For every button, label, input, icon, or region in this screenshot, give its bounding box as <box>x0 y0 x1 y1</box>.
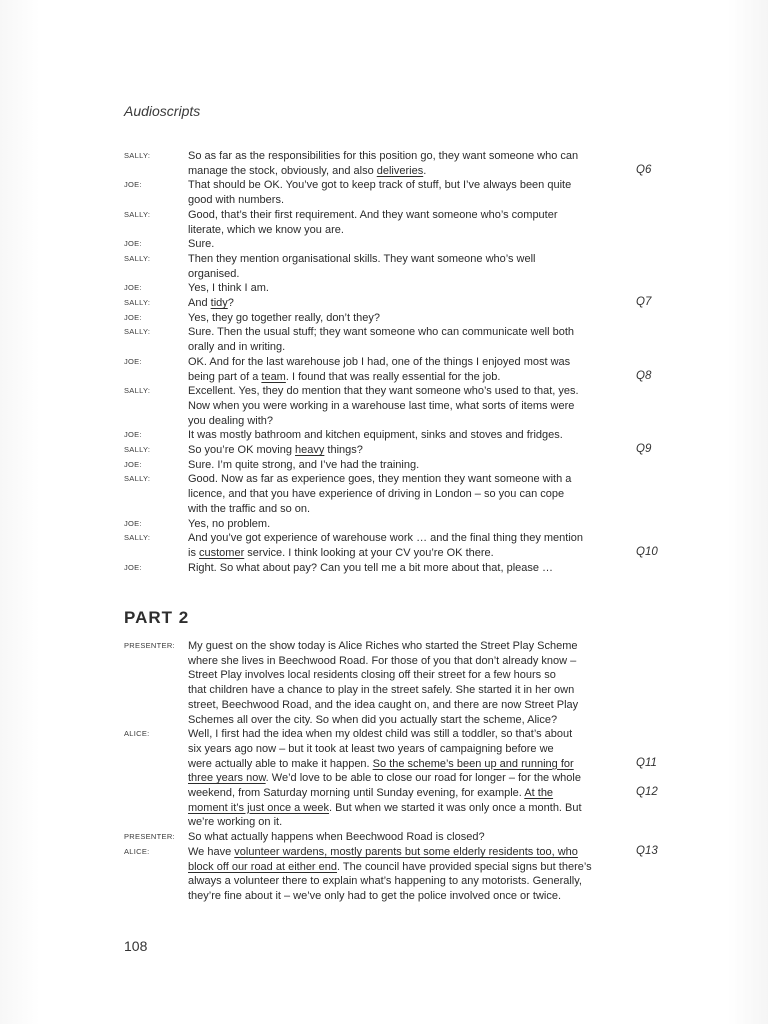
line-text <box>188 845 578 860</box>
line-text <box>188 889 561 904</box>
script-line <box>0 830 768 845</box>
script-line <box>0 252 768 267</box>
speaker-label: JOE: <box>124 312 142 322</box>
text-segment: Schemes all over the city. So when did you actually start the scheme, Alice? <box>188 713 558 726</box>
script-line <box>0 531 768 546</box>
line-text <box>188 414 273 429</box>
text-segment: That should be OK. You’ve got to keep track of stuff, but I’ve always been quite <box>188 179 572 192</box>
line-text <box>188 546 494 561</box>
text-segment: were actually able to make it happen. <box>188 757 373 770</box>
script-line <box>0 472 768 487</box>
speaker-label: ALICE: <box>124 846 150 856</box>
underlined-answer: So the scheme’s been up and running for <box>372 757 574 770</box>
text-segment: Sure. <box>188 238 215 251</box>
text-segment: weekend, from Saturday morning until Sunday evening, for example. <box>188 787 525 799</box>
line-text <box>188 149 578 164</box>
text-segment: with the traffic and so on. <box>188 502 311 515</box>
text-segment: organised. <box>188 267 240 280</box>
line-text <box>188 252 536 267</box>
script-line <box>0 399 768 414</box>
script-line <box>0 164 768 179</box>
line-text <box>188 399 574 414</box>
line-text <box>188 487 564 502</box>
underlined-answer: At the <box>524 787 554 799</box>
script-line <box>0 502 768 517</box>
text-segment: you dealing with? <box>188 414 274 427</box>
page-number: 108 <box>124 938 148 954</box>
text-segment: we’re working on it. <box>188 816 283 829</box>
line-text <box>188 237 214 252</box>
line-text <box>188 223 344 238</box>
question-marker: Q10 <box>636 545 658 558</box>
script-line <box>0 742 768 757</box>
script-line <box>0 458 768 473</box>
line-text <box>188 698 578 713</box>
line-text <box>188 193 284 208</box>
line-text <box>188 267 239 282</box>
script-line <box>0 517 768 532</box>
script-line <box>0 786 768 801</box>
text-segment: So as far as the responsibilities for this position go, they want someone who can <box>188 150 579 162</box>
line-text <box>188 815 282 830</box>
text-segment: Yes, I think I am. <box>188 282 269 295</box>
line-text <box>188 208 558 223</box>
line-text <box>188 874 582 889</box>
script-line <box>0 193 768 208</box>
underlined-answer: team <box>261 370 286 383</box>
text-segment: Street Play involves local residents closing off their street for a few hours so <box>188 669 556 682</box>
line-text <box>188 801 582 816</box>
script-line <box>0 208 768 223</box>
text-segment: orally and in writing. <box>188 341 286 354</box>
script-line <box>0 683 768 698</box>
script-line <box>0 414 768 429</box>
text-segment: service. I think looking at your CV you’re OK there. <box>244 546 494 559</box>
speaker-label: SALLY: <box>124 253 151 263</box>
text-segment: literate, which we know you are. <box>188 223 344 236</box>
text-segment: My guest on the show today is Alice Riches who started the Street Play Scheme <box>188 640 578 652</box>
text-segment: Now when you were working in a warehouse last time, what sorts of items were <box>188 399 575 412</box>
text-segment: So what actually happens when Beechwood Road is closed? <box>188 831 485 844</box>
text-segment: being part of a <box>188 370 262 383</box>
underlined-answer: heavy <box>295 444 325 456</box>
question-marker: Q12 <box>636 786 658 798</box>
script-line <box>0 801 768 816</box>
line-text <box>188 727 572 742</box>
script-line <box>0 223 768 238</box>
question-marker: Q6 <box>636 163 652 176</box>
question-marker: Q13 <box>636 844 658 857</box>
line-text <box>188 311 380 326</box>
script-line <box>0 340 768 355</box>
script-line <box>0 639 768 654</box>
speaker-label: PRESENTER: <box>124 832 175 842</box>
part-heading: PART 2 <box>124 608 190 627</box>
script-line <box>0 727 768 742</box>
text-segment: . <box>423 164 427 177</box>
text-segment: Yes, they go together really, don’t they? <box>188 311 381 324</box>
script-line <box>0 237 768 252</box>
text-segment: manage the stock, obviously, and also <box>188 164 377 177</box>
script-line <box>0 355 768 370</box>
line-text <box>188 561 553 576</box>
script-line <box>0 654 768 669</box>
text-segment: licence, and that you have experience of driving in London – so you can cope <box>188 488 565 501</box>
line-text <box>188 683 574 698</box>
line-text <box>188 178 571 193</box>
script-line <box>0 713 768 728</box>
speaker-label: JOE: <box>124 180 142 190</box>
speaker-label: JOE: <box>124 430 142 440</box>
line-text <box>188 428 563 443</box>
text-segment: street, Beechwood Road, and the idea caught on, and there are now Street Play <box>188 698 579 711</box>
line-text <box>188 531 583 546</box>
script-line <box>0 178 768 193</box>
underlined-answer: three years now <box>188 772 266 785</box>
script-line <box>0 325 768 340</box>
underlined-answer: deliveries <box>376 164 424 177</box>
text-segment: . We’d love to be able to close our road for longer – for the whole <box>265 772 581 785</box>
script-line <box>0 546 768 561</box>
text-segment: Right. So what about pay? Can you tell me a bit more about that, please … <box>188 561 554 574</box>
text-segment: Good. Now as far as experience goes, they mention they want someone with a <box>188 473 572 486</box>
question-marker: Q7 <box>636 296 652 308</box>
line-text <box>188 654 576 669</box>
speaker-label: SALLY: <box>124 327 151 337</box>
speaker-label: JOE: <box>124 356 142 366</box>
speaker-label: SALLY: <box>124 298 151 307</box>
text-segment: good with numbers. <box>188 194 284 207</box>
speaker-label: JOE: <box>124 459 142 469</box>
speaker-label: SALLY: <box>124 209 151 219</box>
text-segment: . I found that was really essential for the job. <box>285 370 501 383</box>
text-segment: Sure. Then the usual stuff; they want someone who can communicate well both <box>188 326 575 339</box>
script-line <box>0 845 768 860</box>
speaker-label: JOE: <box>124 562 142 572</box>
line-text <box>188 502 310 517</box>
text-segment: Well, I first had the idea when my oldest child was still a toddler, so that’s about <box>188 728 573 741</box>
question-marker: Q11 <box>636 756 657 769</box>
script-line <box>0 561 768 576</box>
text-segment: . The council have provided special signs but there’s <box>337 860 592 873</box>
line-text <box>188 639 577 654</box>
script-line <box>0 487 768 502</box>
script-line <box>0 443 768 458</box>
text-segment: Excellent. Yes, they do mention that they want someone who’s used to that, yes. <box>188 385 579 398</box>
underlined-answer: customer <box>199 546 245 559</box>
speaker-label: JOE: <box>124 239 142 249</box>
text-segment: Then they mention organisational skills. They want someone who’s well <box>188 252 536 265</box>
line-text <box>188 742 554 757</box>
underlined-answer: tidy <box>210 297 228 309</box>
question-marker: Q9 <box>636 443 652 455</box>
running-head: Audioscripts <box>124 103 201 119</box>
text-segment: always a volunteer there to explain what’s happening to any motorists. Generally, <box>188 875 582 888</box>
text-segment: . But when we started it was only once a month. But <box>329 801 582 814</box>
line-text <box>188 443 363 458</box>
line-text <box>188 296 234 311</box>
script-line <box>0 771 768 786</box>
script-line <box>0 428 768 443</box>
line-text <box>188 355 570 370</box>
line-text <box>188 668 556 683</box>
script-line <box>0 149 768 164</box>
speaker-label: SALLY: <box>124 151 151 160</box>
text-segment: And you’ve got experience of warehouse work … and the final thing they mention <box>188 532 584 545</box>
text-segment: It was mostly bathroom and kitchen equipment, sinks and stoves and fridges. <box>188 429 563 442</box>
line-text <box>188 713 557 728</box>
speaker-label: SALLY: <box>124 445 151 454</box>
line-text <box>188 786 553 801</box>
script-line <box>0 698 768 713</box>
text-segment: where she lives in Beechwood Road. For those of you that don’t already know – <box>188 654 577 667</box>
text-segment: that children have a chance to play in the street safely. She started it in her own <box>188 684 575 697</box>
speaker-label: SALLY: <box>124 474 151 484</box>
line-text <box>188 517 270 532</box>
line-text <box>188 472 571 487</box>
speaker-label: JOE: <box>124 518 142 528</box>
line-text <box>188 771 581 786</box>
script-line <box>0 384 768 399</box>
text-segment: is <box>188 546 199 559</box>
script-line <box>0 757 768 772</box>
line-text <box>188 757 574 772</box>
text-segment: OK. And for the last warehouse job I had, one of the things I enjoyed most was <box>188 355 571 368</box>
script-line <box>0 668 768 683</box>
speaker-label: SALLY: <box>124 533 151 543</box>
line-text <box>188 860 592 875</box>
text-segment: And <box>188 297 211 309</box>
text-segment: they’re fine about it – we’ve only had to get the police involved once or twice. <box>188 889 562 902</box>
text-segment: things? <box>324 444 363 456</box>
text-segment: ? <box>227 297 234 309</box>
text-segment: Sure. I’m quite strong, and I’ve had the training. <box>188 458 420 471</box>
text-segment: six years ago now – but it took at least two years of campaigning before we <box>188 742 554 755</box>
script-line <box>0 874 768 889</box>
script-line <box>0 267 768 282</box>
line-text <box>188 325 574 340</box>
speaker-label: PRESENTER: <box>124 641 175 650</box>
text-segment: We have <box>188 845 235 858</box>
line-text <box>188 340 285 355</box>
script-line <box>0 281 768 296</box>
speaker-label: ALICE: <box>124 729 150 739</box>
line-text <box>188 370 500 385</box>
text-segment: Yes, no problem. <box>188 517 271 530</box>
underlined-answer: moment it’s just once a week <box>188 801 330 814</box>
text-segment: So you’re OK moving <box>188 444 295 456</box>
line-text <box>188 164 426 179</box>
line-text <box>188 830 485 845</box>
speaker-label: SALLY: <box>124 386 151 396</box>
script-line <box>0 311 768 326</box>
question-marker: Q8 <box>636 369 652 382</box>
underlined-answer: volunteer wardens, mostly parents but some elderly residents too, who <box>234 845 578 858</box>
script-line <box>0 370 768 385</box>
script-line <box>0 815 768 830</box>
speaker-label: JOE: <box>124 283 142 293</box>
line-text <box>188 384 579 399</box>
underlined-answer: block off our road at either end <box>188 860 338 873</box>
script-line <box>0 860 768 875</box>
script-line <box>0 889 768 904</box>
line-text <box>188 281 269 296</box>
script-line <box>0 296 768 311</box>
line-text <box>188 458 419 473</box>
text-segment: Good, that’s their first requirement. And they want someone who’s computer <box>188 208 558 221</box>
